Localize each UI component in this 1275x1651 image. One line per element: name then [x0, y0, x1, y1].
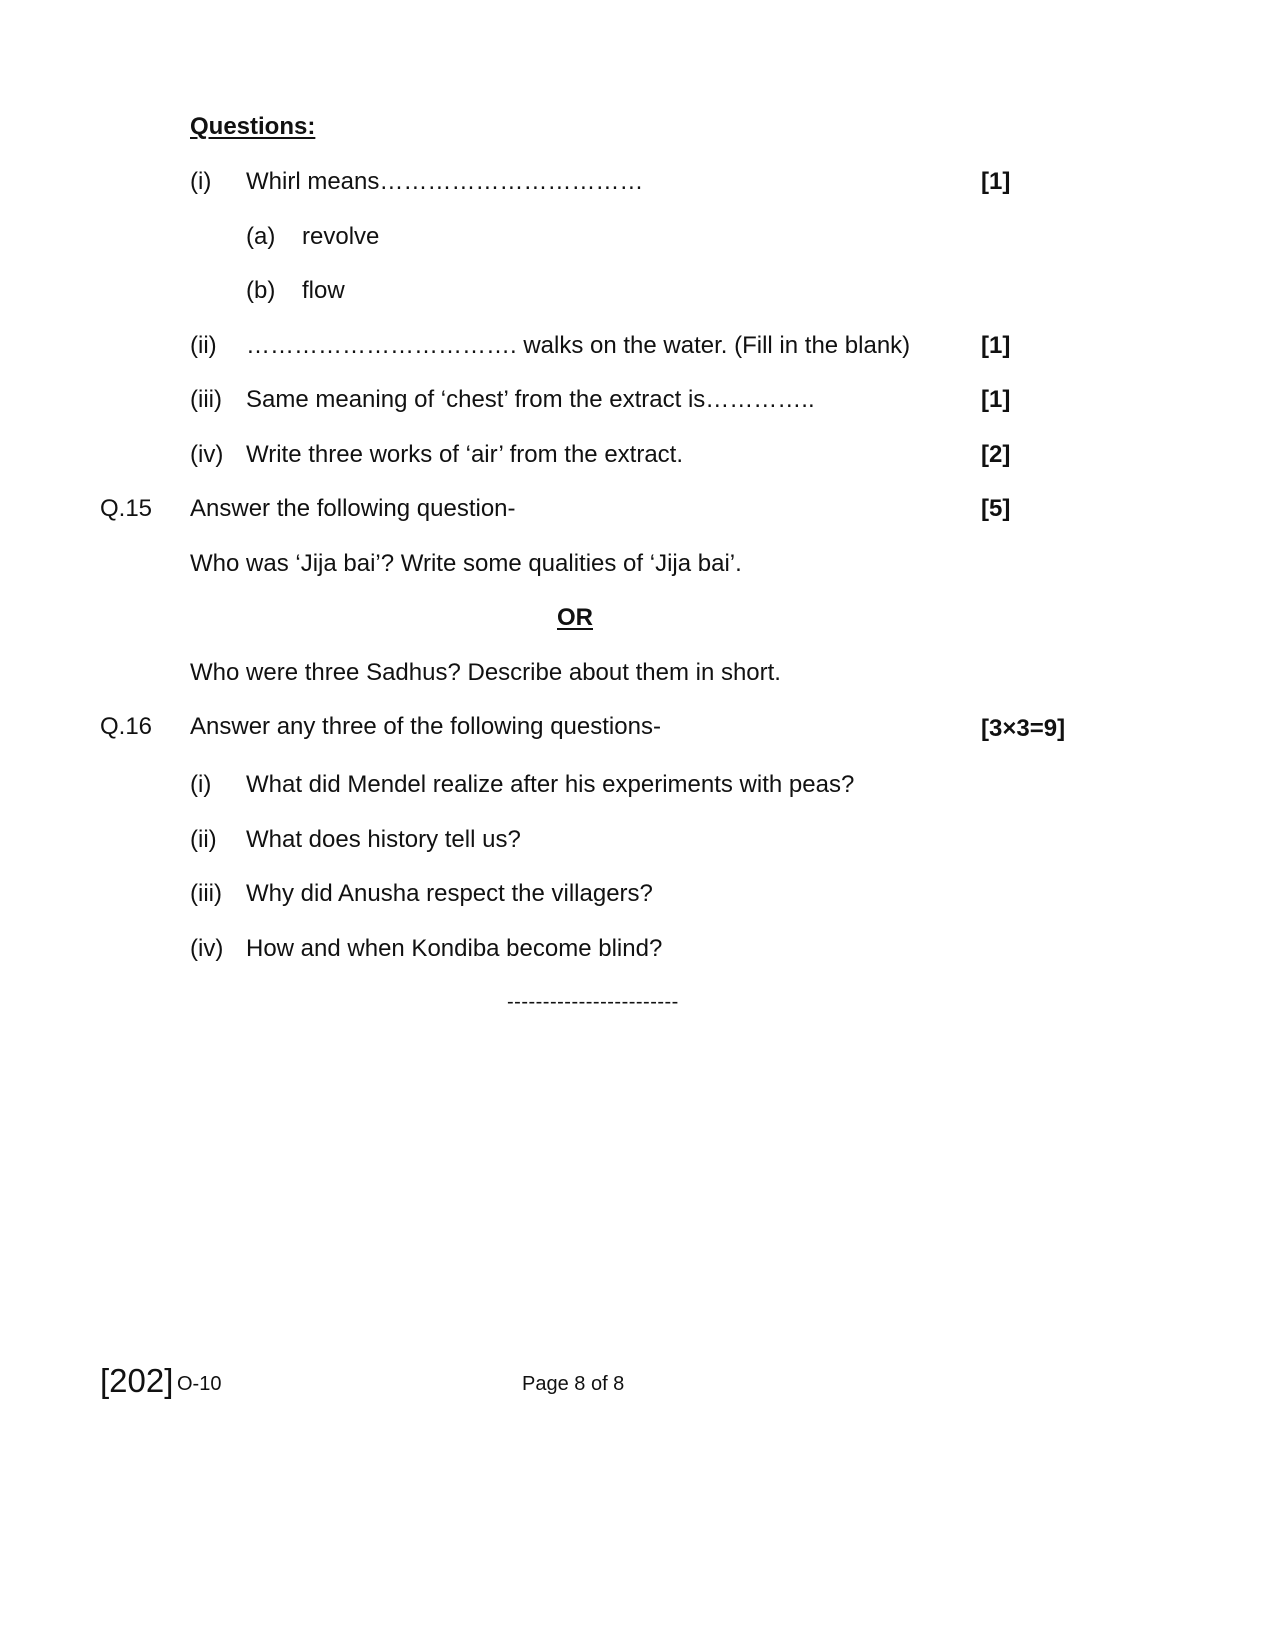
question-text: ……………………………. walks on the water. (Fill in the blank) [246, 332, 911, 359]
option-letter: (b) [246, 277, 276, 304]
question-number: (iv) [190, 935, 224, 962]
question-text: Whirl means…………………………… [246, 168, 644, 195]
marks-label: [3×3=9] [981, 715, 1066, 742]
marks-label: [1] [981, 332, 1011, 359]
question-text: What does history tell us? [246, 826, 521, 853]
question-text: Who was ‘Jija bai’? Write some qualities of ‘Jija bai’. [190, 550, 742, 577]
paper-code: [202] [100, 1362, 174, 1399]
question-instruction: Answer any three of the following questions- [190, 713, 661, 740]
question-number: (iii) [190, 386, 222, 413]
paper-set: O-10 [177, 1373, 222, 1395]
question-number: (iii) [190, 880, 222, 907]
page-number: Page 8 of 8 [522, 1373, 625, 1395]
question-text: Same meaning of ‘chest’ from the extract is………….. [246, 386, 815, 413]
question-number: (i) [190, 168, 212, 195]
marks-label: [2] [981, 441, 1011, 468]
option-text: revolve [302, 223, 380, 250]
end-of-paper-rule: ------------------------ [507, 991, 679, 1013]
question-text: Who were three Sadhus? Describe about them in short. [190, 659, 781, 686]
marks-label: [1] [981, 168, 1011, 195]
question-text: Write three works of ‘air’ from the extract. [246, 441, 684, 468]
question-text: What did Mendel realize after his experiments with peas? [246, 771, 855, 798]
option-text: flow [302, 277, 345, 304]
question-number: (ii) [190, 826, 217, 853]
question-instruction: Answer the following question- [190, 495, 516, 522]
question-number: (iv) [190, 441, 224, 468]
marks-label: [1] [981, 386, 1011, 413]
question-text: How and when Kondiba become blind? [246, 935, 663, 962]
questions-heading: Questions: [190, 113, 316, 140]
question-number: Q.15 [100, 495, 153, 522]
or-separator: OR [557, 604, 593, 631]
marks-label: [5] [981, 495, 1011, 522]
option-letter: (a) [246, 223, 276, 250]
question-number: (ii) [190, 332, 217, 359]
question-number: (i) [190, 771, 212, 798]
question-number: Q.16 [100, 713, 153, 740]
question-text: Why did Anusha respect the villagers? [246, 880, 653, 907]
